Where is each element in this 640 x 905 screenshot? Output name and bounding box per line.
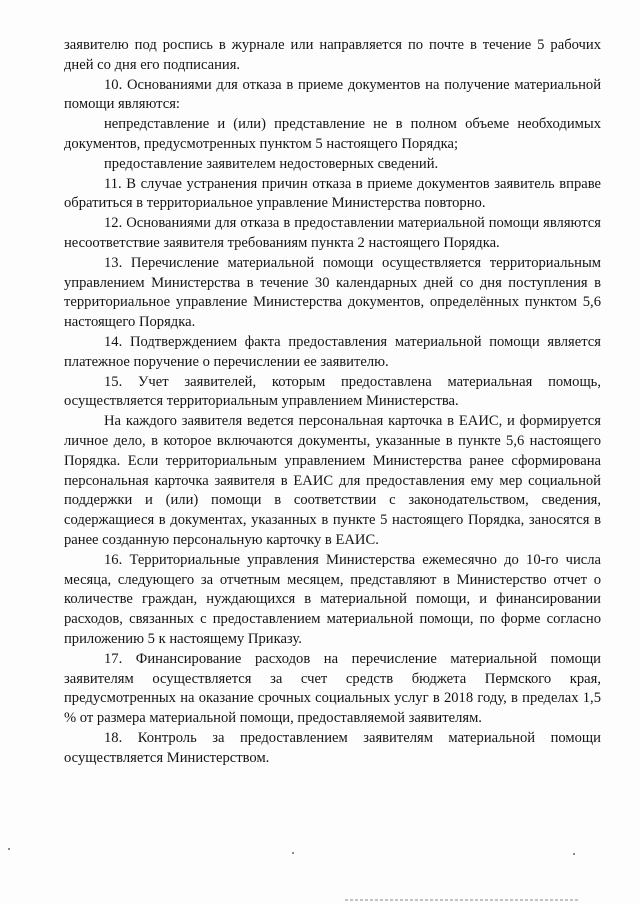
paragraph-12: 12. Основаниями для отказа в предоставлении материальной помощи являются несоответствие заявителя требованиям пункта 2 настоящего Порядка. bbox=[64, 215, 601, 251]
scan-speck-center bbox=[292, 852, 294, 854]
scan-artifact-bottom bbox=[345, 899, 580, 901]
paragraph-continuation: заявителю под роспись в журнале или направляется по почте в течение 5 рабочих дней со дня его подписания. bbox=[64, 37, 601, 73]
paragraph-15-detail: На каждого заявителя ведется персональная карточка в ЕАИС, и формируется личное дело, в которое включаются документы, указанные в пункте 5,6 настоящего Порядка. Если территориальным управлением Министерства ранее сформирована персональная карточка заявителя в ЕАИС для предоставления ему мер социальной поддержки и (или) помощи в соответствии с законодательством, сведения, содержащиеся в документах, указанных в пункте 5 настоящего Порядка, заносятся в ранее созданную персональную карточку в ЕАИС. bbox=[64, 413, 601, 548]
paragraph-15: 15. Учет заявителей, которым предоставлена материальная помощь, осуществляется территориальным управлением Министерства. bbox=[64, 373, 601, 410]
scan-speck-right bbox=[573, 853, 575, 855]
scan-speck-left bbox=[8, 848, 10, 850]
paragraph-13: 13. Перечисление материальной помощи осуществляется территориальным управлением Министерства в течение 30 календарных дней со дня поступления в территориальное управление Министерства документов, определённых пунктом 5,6 настоящего Порядка. bbox=[64, 254, 601, 331]
paragraph-17: 17. Финансирование расходов на перечисление материальной помощи заявителям осуществляется за счет средств бюджета Пермского края, предусмотренных на оказание срочных социальных услуг в 2018 году, в пределах 1,5 % от размера материальной помощи, предоставляемой заявителям. bbox=[64, 650, 601, 727]
paragraph-14: 14. Подтверждением факта предоставления материальной помощи является платежное поручение о перечислении ее заявителю. bbox=[64, 333, 601, 370]
paragraph-11: 11. В случае устранения причин отказа в приеме документов заявитель вправе обратиться в территориальное управление Министерства повторно. bbox=[64, 175, 601, 212]
paragraph-18: 18. Контроль за предоставлением заявителям материальной помощи осуществляется Министерством. bbox=[64, 729, 601, 766]
paragraph-10: 10. Основаниями для отказа в приеме документов на получение материальной помощи являются: bbox=[64, 76, 601, 113]
paragraph-10-item-2: предоставление заявителем недостоверных сведений. bbox=[104, 155, 439, 172]
paragraph-16: 16. Территориальные управления Министерства ежемесячно до 10-го числа месяца, следующего за отчетным месяцем, представляют в Министерство отчет о количестве граждан, нуждающихся в материальной помощи, и финансировании расходов, связанных с предоставлением материальной помощи, по форме согласно приложению 5 к настоящему Приказу. bbox=[64, 551, 601, 647]
document-body bbox=[64, 36, 601, 768]
paragraph-10-item-1: непредставление и (или) представление не в полном объеме необходимых документов, предусмотренных пунктом 5 настоящего Порядка; bbox=[64, 116, 601, 152]
